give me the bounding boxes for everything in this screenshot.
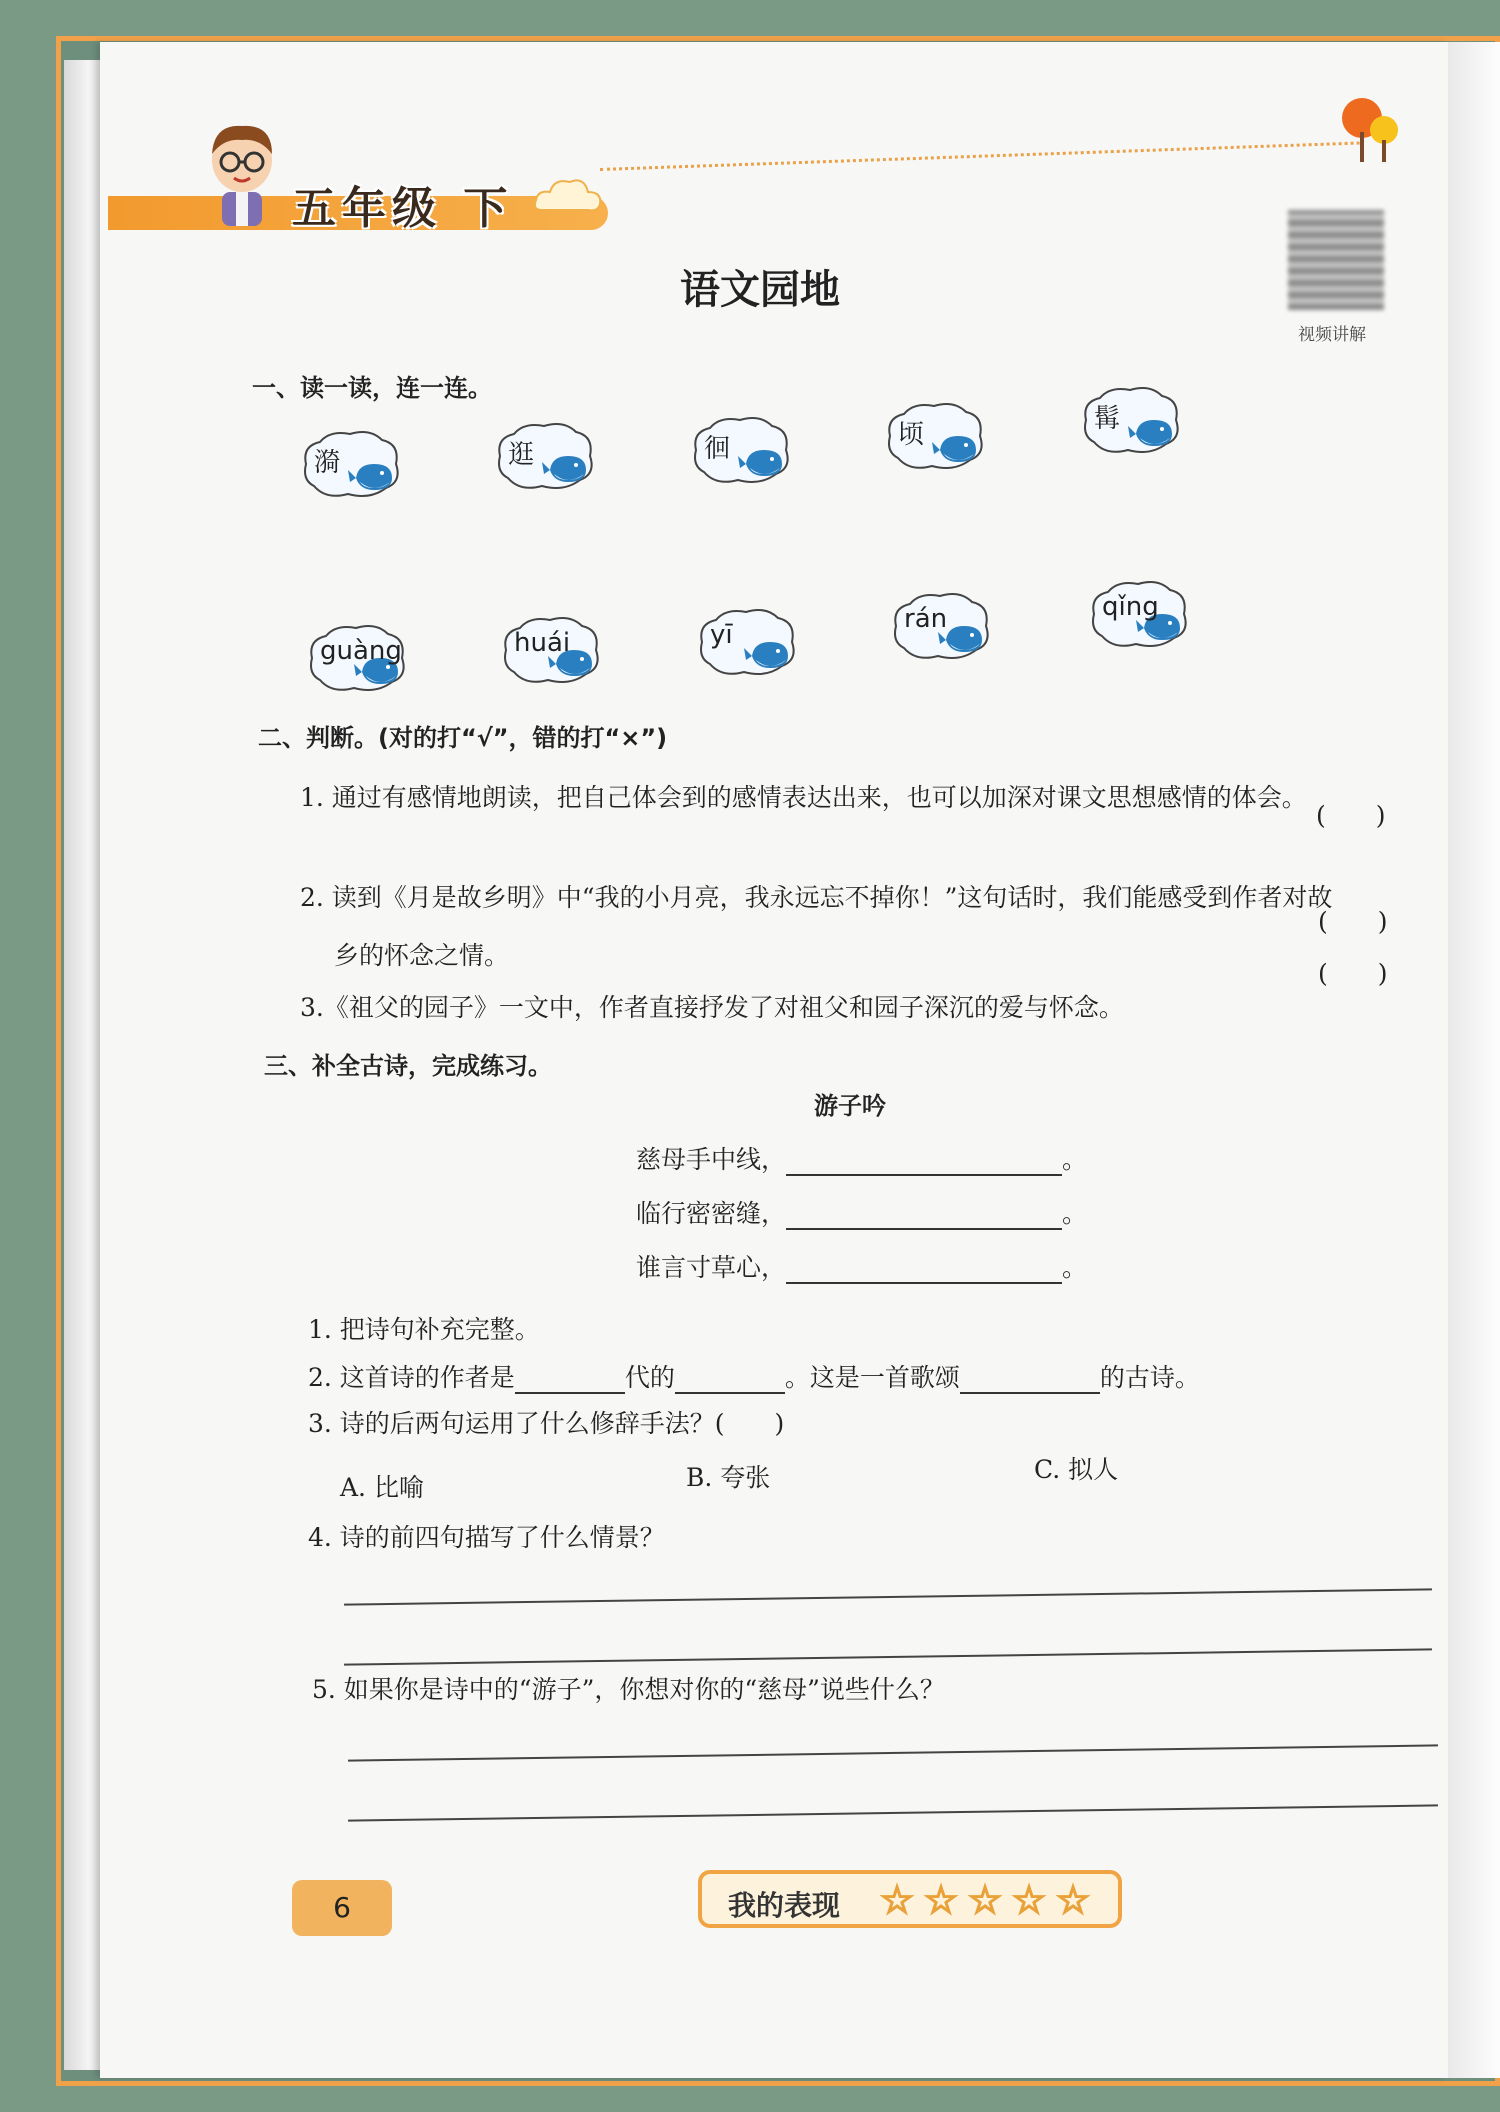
question-1: 1. 把诗句补充完整。 <box>308 1315 540 1344</box>
star-1-icon[interactable]: ☆ <box>880 1878 915 1922</box>
qr-label: 视频讲解 <box>1298 325 1366 345</box>
pinyin-bubble[interactable] <box>1088 578 1192 652</box>
judge-item-2: 2. 读到《月是故乡明》中“我的小月亮，我永远忘不掉你！”这句话时，我们能感受到作者对故 <box>300 883 1333 912</box>
question-3: 3. 诗的后两句运用了什么修辞手法？( ) <box>308 1409 785 1438</box>
facing-page-edge <box>1448 42 1500 2078</box>
poem-blank-3[interactable] <box>786 1282 1062 1284</box>
author-blank[interactable] <box>515 1392 625 1394</box>
pinyin-text: guàng <box>320 636 402 666</box>
pinyin-text: yī <box>710 620 733 650</box>
character-bubble[interactable] <box>884 400 988 474</box>
option-a[interactable]: A. 比喻 <box>340 1473 424 1502</box>
poem-blank-2[interactable] <box>786 1228 1062 1230</box>
poem-line-1: 慈母手中线， 。 <box>636 1145 1088 1174</box>
tree-icon <box>1336 96 1406 166</box>
character-bubble[interactable] <box>300 428 404 502</box>
poem-line-2: 临行密密缝， 。 <box>636 1199 1088 1228</box>
pinyin-text: huái <box>514 628 571 658</box>
pinyin-bubble[interactable] <box>890 590 994 664</box>
judge-mark-1[interactable]: ( ) <box>1316 801 1386 830</box>
star-5-icon[interactable]: ☆ <box>1056 1878 1091 1922</box>
character-bubble[interactable] <box>1080 384 1184 458</box>
character-text: 漪 <box>314 448 341 478</box>
judge-item-2-cont: 乡的怀念之情。 <box>334 941 510 970</box>
performance-box <box>698 1870 1122 1928</box>
section2-heading: 二、判断。(对的打“√”，错的打“×”) <box>258 724 668 752</box>
judge-item-1: 1. 通过有感情地朗读，把自己体会到的感情表达出来，也可以加深对课文思想感情的体会。 <box>300 783 1307 812</box>
poem-title: 游子吟 <box>814 1092 886 1120</box>
character-text: 徊 <box>704 434 731 464</box>
character-text: 髯 <box>1094 404 1121 434</box>
pinyin-bubble[interactable] <box>306 622 410 696</box>
cloud-icon <box>532 172 604 216</box>
theme-blank[interactable] <box>960 1392 1100 1394</box>
option-c[interactable]: C. 拟人 <box>1034 1455 1119 1484</box>
judge-item-3: 3.《祖父的园子》一文中，作者直接抒发了对祖父和园子深沉的爱与怀念。 <box>300 993 1124 1022</box>
question-2: 2. 这首诗的作者是 代的 。这是一首歌颂 的古诗。 <box>308 1363 1200 1392</box>
star-4-icon[interactable]: ☆ <box>1012 1878 1047 1922</box>
character-bubble[interactable] <box>494 420 598 494</box>
character-bubble[interactable] <box>690 414 794 488</box>
grade-label: 五年级 下 <box>292 183 514 234</box>
poem-line-3: 谁言寸草心， 。 <box>636 1253 1088 1282</box>
character-text: 顷 <box>898 420 925 450</box>
page-title: 语文园地 <box>680 267 840 313</box>
judge-mark-3[interactable]: ( ) <box>1318 959 1388 988</box>
star-2-icon[interactable]: ☆ <box>924 1878 959 1922</box>
question-5: 5. 如果你是诗中的“游子”，你想对你的“慈母”说些什么？ <box>312 1675 945 1704</box>
judge-mark-2[interactable]: ( ) <box>1318 907 1388 936</box>
pinyin-text: rán <box>904 604 948 634</box>
dynasty-blank[interactable] <box>675 1392 785 1394</box>
character-text: 逛 <box>508 440 535 470</box>
section3-heading: 三、补全古诗，完成练习。 <box>264 1052 552 1080</box>
pinyin-text: qǐng <box>1102 592 1159 622</box>
star-3-icon[interactable]: ☆ <box>968 1878 1003 1922</box>
section1-heading: 一、读一读，连一连。 <box>252 374 492 402</box>
page-number: 6 <box>292 1880 392 1936</box>
qr-code[interactable] <box>1288 210 1384 310</box>
kid-mascot-icon <box>200 120 284 230</box>
performance-label: 我的表现 <box>728 1889 841 1922</box>
option-b[interactable]: B. 夸张 <box>686 1463 771 1492</box>
poem-blank-1[interactable] <box>786 1174 1062 1176</box>
question-4: 4. 诗的前四句描写了什么情景？ <box>308 1523 665 1552</box>
pinyin-bubble[interactable] <box>500 614 604 688</box>
pinyin-bubble[interactable] <box>696 606 800 680</box>
